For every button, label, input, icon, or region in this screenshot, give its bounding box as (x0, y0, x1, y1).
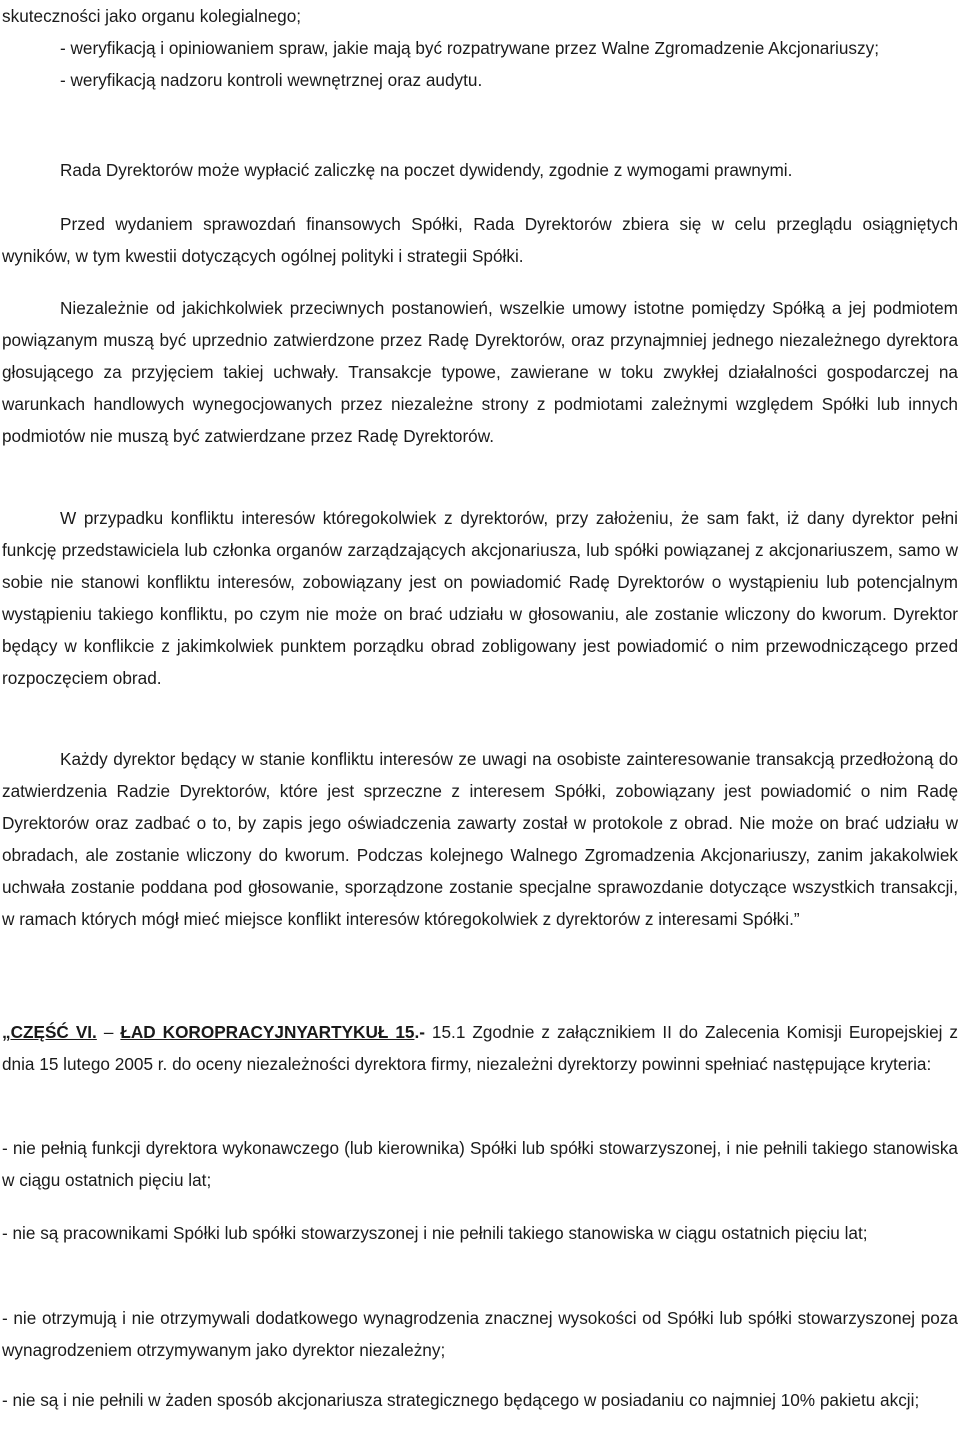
paragraph-text: Rada Dyrektorów może wypłacić zaliczkę na poczet dywidendy, zgodnie z wymogami prawnymi. (60, 160, 793, 180)
paragraph-text: Przed wydaniem sprawozdań finansowych Spółki, Rada Dyrektorów zbiera się w celu przeglądu osiągniętych wyników, w tym kwestii dotyczących ogólnej polityki i strategii Spółki. (2, 214, 958, 266)
paragraph-text: W przypadku konfliktu interesów któregokolwiek z dyrektorów, przy założeniu, że sam fakt, iż dany dyrektor pełni funkcję przedstawiciela lub członka organów zarządzających akcjonariusza, lub spółki powiązanej z akcjonariuszem, samo w sobie nie stanowi konfliktu interesów, zobowiązany jest on powiadomić Radę Dyrektorów o wystąpieniu lub potencjalnym wystąpieniu takiego konfliktu, po czym nie może on brać udziału w głosowaniu, ale zostanie wliczony do kworum. Dyrektor będący w konflikcie z jakimkolwiek punktem porządku obrad zobligowany jest powiadomić o nim przewodniczącego przed rozpoczęciem obrad. (2, 508, 958, 688)
part-title: ŁAD KOROPRACYJNY (120, 1022, 307, 1042)
criterion-3 (2, 1302, 958, 1366)
criterion-text: - nie pełnią funkcji dyrektora wykonawczego (lub kierownika) Spółki lub spółki stowarzyszonej, i nie pełnili takiego stanowiska w ciągu ostatnich pięciu lat; (2, 1138, 958, 1190)
intro-line-3: - weryfikacją nadzoru kontroli wewnętrznej oraz audytu. (60, 70, 483, 90)
criterion-1 (2, 1132, 958, 1196)
article-label: ARTYKUŁ 15 (306, 1022, 415, 1042)
criterion-text: - nie są i nie pełnili w żaden sposób akcjonariusza strategicznego będącego w posiadaniu co najmniej 10% pakietu akcji; (2, 1390, 920, 1410)
criterion-4 (2, 1384, 958, 1416)
article-body: 15.1 Zgodnie z załącznikiem II do Zalecenia Komisji Europejskiej z dnia 15 lutego 2005 r. do oceny niezależności dyrektora firmy, niezależni dyrektorzy powinni spełniać następujące kryteria: (2, 1022, 959, 1074)
criterion-2 (2, 1217, 958, 1249)
paragraph-director-conflict (2, 743, 958, 935)
criterion-text: - nie są pracownikami Spółki lub spółki stowarzyszonej i nie pełnili takiego stanowiska w ciągu ostatnich pięciu lat; (2, 1223, 868, 1243)
intro-line-1: skuteczności jako organu kolegialnego; (2, 6, 302, 26)
paragraph-conflict-of-interest (2, 502, 958, 694)
paragraph-related-party-agreements (2, 292, 958, 452)
section-heading-block (2, 1016, 958, 1080)
criterion-text: - nie otrzymują i nie otrzymywali dodatkowego wynagrodzenia znacznej wysokości od Spółki lub spółki stowarzyszonej poza wynagrodzeniem otrzymywanym jako dyrektor niezależny; (2, 1308, 958, 1360)
paragraph-dividend (2, 154, 958, 186)
intro-line-2: - weryfikacją i opiniowaniem spraw, jakie mają być rozpatrywane przez Walne Zgromadzenie Akcjonariuszy; (60, 38, 879, 58)
paragraph-financial-reports (2, 208, 958, 272)
article-suffix: .- (414, 1022, 425, 1042)
heading-dash: – (96, 1022, 121, 1042)
paragraph-text: Niezależnie od jakichkolwiek przeciwnych postanowień, wszelkie umowy istotne pomiędzy Spółką a jej podmiotem powiązanym muszą być uprzednio zatwierdzone przez Radę Dyrektorów, oraz przynajmniej jednego niezależnego dyrektora głosującego za przyjęciem takiej uchwały. Transakcje typowe, zawierane w toku zwykłej działalności gospodarczej na warunkach handlowych wynegocjowanych przez niezależne strony z podmiotami zależnymi względem Spółki lub innych podmiotów nie muszą być zatwierdzane przez Radę Dyrektorów. (2, 298, 958, 446)
intro-block (2, 0, 958, 96)
part-label: „CZĘŚĆ VI. (2, 1022, 97, 1042)
paragraph-text: Każdy dyrektor będący w stanie konfliktu interesów ze uwagi na osobiste zainteresowanie transakcją przedłożoną do zatwierdzenia Radzie Dyrektorów, które jest sprzeczne z interesem Spółki, zobowiązany jest powiadomić o nim Radę Dyrektorów oraz zadbać o to, by zapis jego oświadczenia zawarty został w protokole z obrad. Nie może on brać udziału w obradach, ale zostanie wliczony do kworum. Podczas kolejnego Walnego Zgromadzenia Akcjonariuszy, zanim jakakolwiek uchwała zostanie poddana pod głosowanie, sporządzone zostanie specjalne sprawozdanie dotyczące wszystkich transakcji, w ramach których mógł mieć miejsce konflikt interesów któregokolwiek z dyrektorów z interesami Spółki.” (2, 749, 958, 929)
